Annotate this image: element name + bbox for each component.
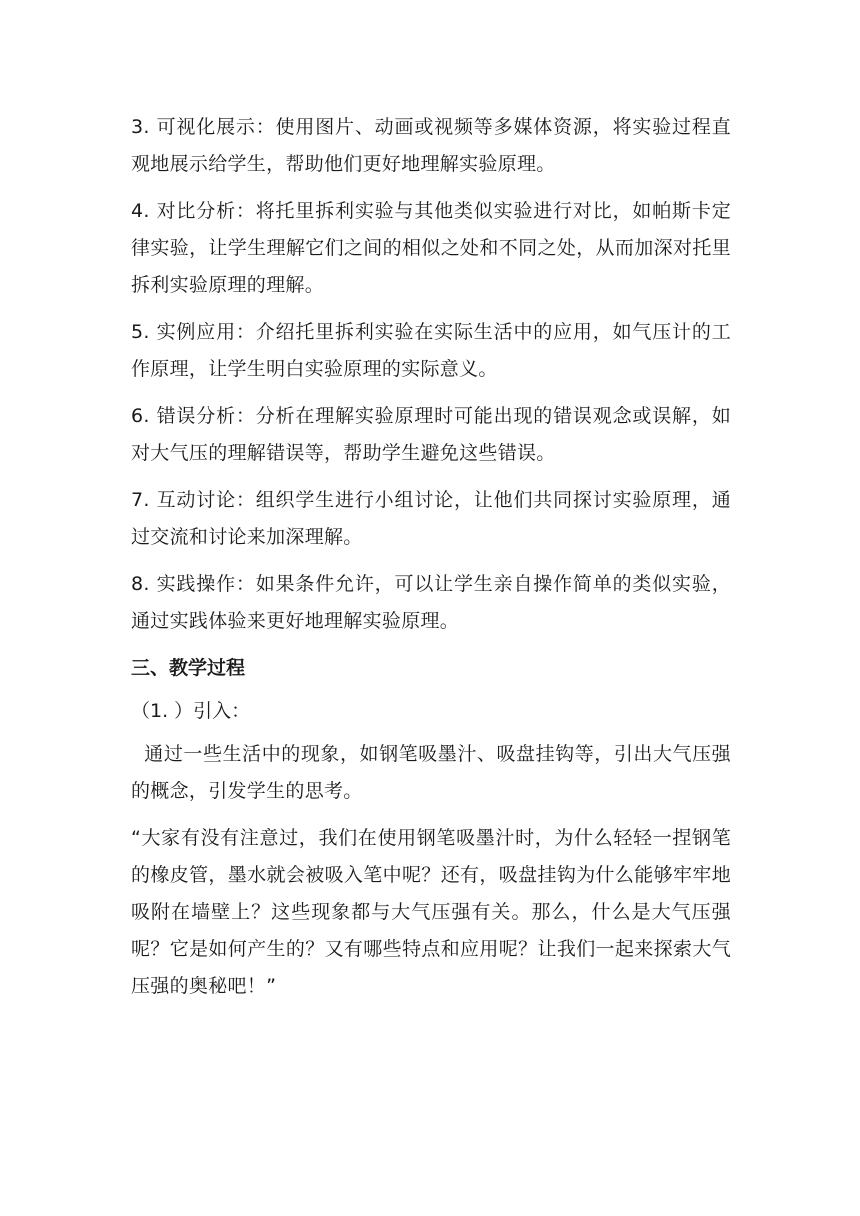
list-item-visualization: 3. 可视化展示：使用图片、动画或视频等多媒体资源，将实验过程直观地展示给学生，帮助他们更好地理解实验原理。 xyxy=(131,116,731,175)
list-item-application: 5. 实例应用：介绍托里拆利实验在实际生活中的应用，如气压计的工作原理，让学生明白实验原理的实际意义。 xyxy=(131,321,731,380)
subsection-label: （1. ）引入： xyxy=(131,700,251,722)
list-item-error-analysis: 6. 错误分析：分析在理解实验原理时可能出现的错误观念或误解，如对大气压的理解错误等，帮助学生避免这些错误。 xyxy=(131,405,731,464)
list-item-practice: 8. 实践操作：如果条件允许，可以让学生亲自操作简单的类似实验，通过实践体验来更好地理解实验原理。 xyxy=(131,573,731,632)
list-item-discussion: 7. 互动讨论：组织学生进行小组讨论，让他们共同探讨实验原理，通过交流和讨论来加深理解。 xyxy=(131,489,731,548)
document-body xyxy=(131,109,731,1005)
list-item-comparison: 4. 对比分析：将托里拆利实验与其他类似实验进行对比，如帕斯卡定律实验，让学生理解它们之间的相似之处和不同之处，从而加深对托里拆利实验原理的理解。 xyxy=(131,200,731,296)
quote-paragraph: “大家有没有注意过，我们在使用钢笔吸墨汁时，为什么轻轻一捏钢笔的橡皮管，墨水就会被吸入笔中呢？还有，吸盘挂钩为什么能够牢牢地吸附在墙壁上？这些现象都与大气压强有关。那么，什么是大气压强呢？它是如何产生的？又有哪些特点和应用呢？让我们一起来探索大气压强的奥秘吧！” xyxy=(131,827,731,997)
intro-paragraph: 通过一些生活中的现象，如钢笔吸墨汁、吸盘挂钩等，引出大气压强的概念，引发学生的思考。 xyxy=(131,743,731,802)
section-heading: 三、教学过程 xyxy=(131,657,246,679)
